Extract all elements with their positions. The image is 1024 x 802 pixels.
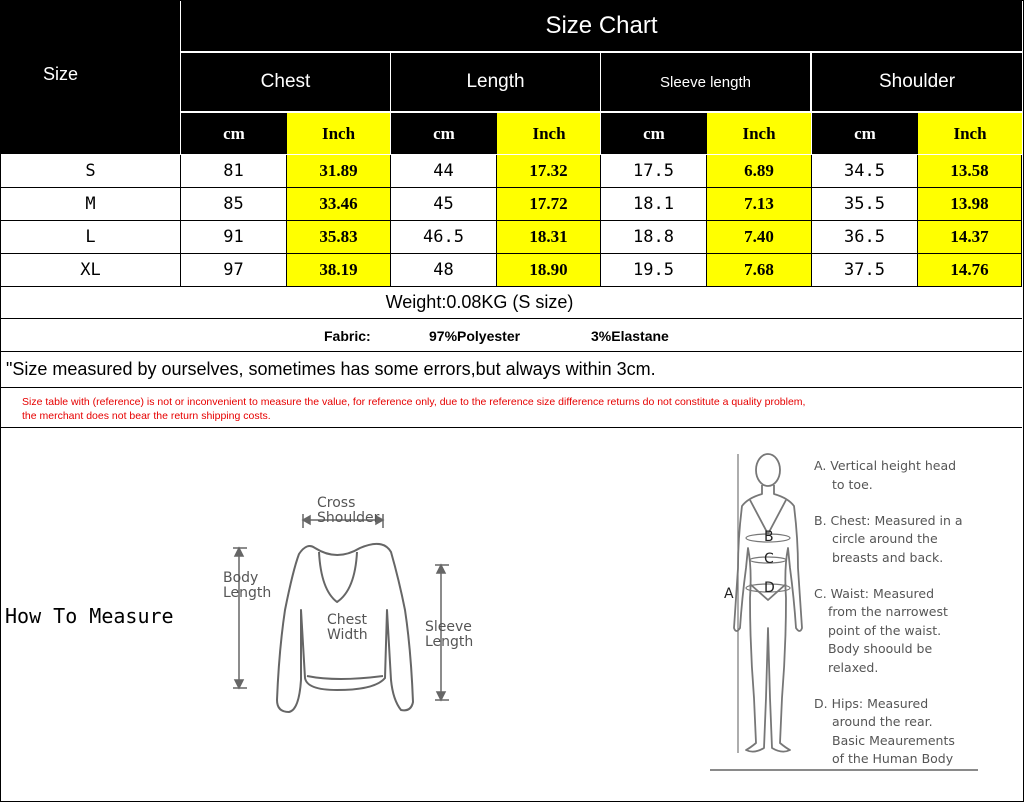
label-cross-1: Cross [317, 495, 356, 511]
unit-inch-shoulder: Inch [918, 113, 1022, 154]
cm-value-cell: 97 [181, 254, 287, 287]
label-chest-1: Chest [327, 612, 368, 628]
note-d-1: D. Hips: Measured [814, 696, 929, 711]
unit-cm-shoulder: cm [812, 113, 918, 154]
cm-value-cell: 48 [391, 254, 497, 287]
cm-value-cell: 85 [181, 188, 287, 221]
note-c-5: relaxed. [828, 660, 879, 675]
inch-value-cell: 7.68 [707, 254, 812, 287]
disclaimer-row [1, 388, 1022, 428]
inch-value-cell: 14.37 [918, 221, 1022, 254]
header-divider [811, 52, 812, 154]
note-d-4: of the Human Body [832, 751, 954, 766]
size-cell: L [1, 221, 181, 254]
size-header [1, 1, 180, 154]
chest-header [181, 53, 390, 111]
note-a-1: A. Vertical height head [814, 458, 957, 473]
body-notes [814, 458, 963, 766]
note-row [1, 352, 1022, 388]
header-divider [180, 1, 181, 154]
note-c-4: Body shoould be [828, 641, 933, 656]
inch-value-cell: 13.58 [918, 155, 1022, 188]
inch-value-cell: 18.31 [497, 221, 601, 254]
body-letter-a: A [724, 586, 734, 602]
weight-text: Weight:0.08KG (S size) [385, 292, 574, 312]
cm-value-cell: 44 [391, 155, 497, 188]
disclaimer-line-1: Size table with (reference) is not or inconvenient to measure the value, for reference only, due to the reference size difference returns do not constitute a quality problem, [22, 396, 806, 408]
note-a-2: to toe. [832, 477, 873, 492]
disclaimer-line-2: the merchant does not bear the return shipping costs. [22, 410, 271, 422]
shoulder-header-label: Shoulder [878, 71, 956, 92]
size-cell: XL [1, 254, 181, 287]
header-divider [181, 51, 1022, 52]
label-sleeve-2: Length [425, 634, 474, 650]
unit-inch-chest: Inch [287, 113, 390, 154]
unit-inch-length: Inch [497, 113, 601, 154]
inch-value-cell: 33.46 [287, 188, 391, 221]
unit-cm-chest: cm [181, 113, 287, 154]
note-b-2: circle around the [832, 531, 938, 546]
chart-title-bar [181, 1, 1022, 51]
cm-value-cell: 36.5 [812, 221, 918, 254]
inch-value-cell: 13.98 [918, 188, 1022, 221]
body-outline [734, 454, 802, 752]
note-b-3: breasts and back. [832, 550, 944, 565]
inch-value-cell: 6.89 [707, 155, 812, 188]
inch-value-cell: 31.89 [287, 155, 391, 188]
size-cell: M [1, 188, 181, 221]
body-diagram [710, 448, 1010, 778]
inch-value-cell: 38.19 [287, 254, 391, 287]
inch-value-cell: 17.72 [497, 188, 601, 221]
cm-value-cell: 81 [181, 155, 287, 188]
length-header-label: Length [466, 71, 525, 92]
cm-value-cell: 34.5 [812, 155, 918, 188]
header-divider [181, 111, 1022, 112]
unit-cm-length: cm [391, 113, 497, 154]
cm-value-cell: 91 [181, 221, 287, 254]
label-cross-2: Shoulder [317, 510, 380, 526]
cm-value-cell: 17.5 [601, 155, 707, 188]
cm-value-cell: 18.1 [601, 188, 707, 221]
label-chest-2: Width [327, 627, 368, 643]
note-b-1: B. Chest: Measured in a [814, 513, 963, 528]
inch-value-cell: 14.76 [918, 254, 1022, 287]
note-d-3: Basic Meaurements [832, 733, 955, 748]
cm-value-cell: 18.8 [601, 221, 707, 254]
unit-cm-sleeve: cm [601, 113, 707, 154]
measure-note: "Size measured by ourselves, sometimes has some errors,but always within 3cm. [6, 359, 656, 379]
label-body-1: Body [223, 570, 259, 586]
note-d-2: around the rear. [832, 714, 933, 729]
fabric-row [1, 319, 1022, 352]
label-sleeve-1: Sleeve [425, 619, 472, 635]
fabric-label: Fabric: [324, 328, 371, 344]
note-c-3: point of the waist. [828, 623, 942, 638]
chest-header-label: Chest [260, 71, 311, 92]
inch-value-cell: 17.32 [497, 155, 601, 188]
unit-inch-sleeve: Inch [707, 113, 811, 154]
shoulder-header [812, 53, 1022, 111]
cm-value-cell: 37.5 [812, 254, 918, 287]
weight-row [1, 287, 1022, 319]
inch-value-cell: 7.40 [707, 221, 812, 254]
fabric-elastane: 3%Elastane [591, 328, 669, 344]
header-divider [600, 52, 601, 154]
sleeve-header-label: Sleeve length [660, 73, 751, 91]
cm-value-cell: 45 [391, 188, 497, 221]
cm-value-cell: 46.5 [391, 221, 497, 254]
how-to-measure: How To Measure [5, 604, 174, 628]
body-letter-d: D [764, 580, 775, 596]
inch-value-cell: 35.83 [287, 221, 391, 254]
cm-value-cell: 19.5 [601, 254, 707, 287]
measure-guides [233, 514, 449, 700]
length-header [391, 53, 600, 111]
body-letter-b: B [764, 529, 774, 545]
cm-value-cell: 35.5 [812, 188, 918, 221]
size-cell: S [1, 155, 181, 188]
note-c-2: from the narrowest [828, 604, 948, 619]
label-body-2: Length [223, 585, 272, 601]
inch-value-cell: 7.13 [707, 188, 812, 221]
inch-value-cell: 18.90 [497, 254, 601, 287]
shirt-diagram [215, 490, 485, 720]
chart-title: Size Chart [545, 12, 658, 39]
size-label: Size [43, 64, 79, 84]
fabric-polyester: 97%Polyester [429, 328, 521, 344]
header-divider [390, 52, 391, 154]
sleeve-header [601, 53, 810, 111]
note-c-1: C. Waist: Measured [814, 586, 935, 601]
body-letter-c: C [764, 551, 774, 567]
